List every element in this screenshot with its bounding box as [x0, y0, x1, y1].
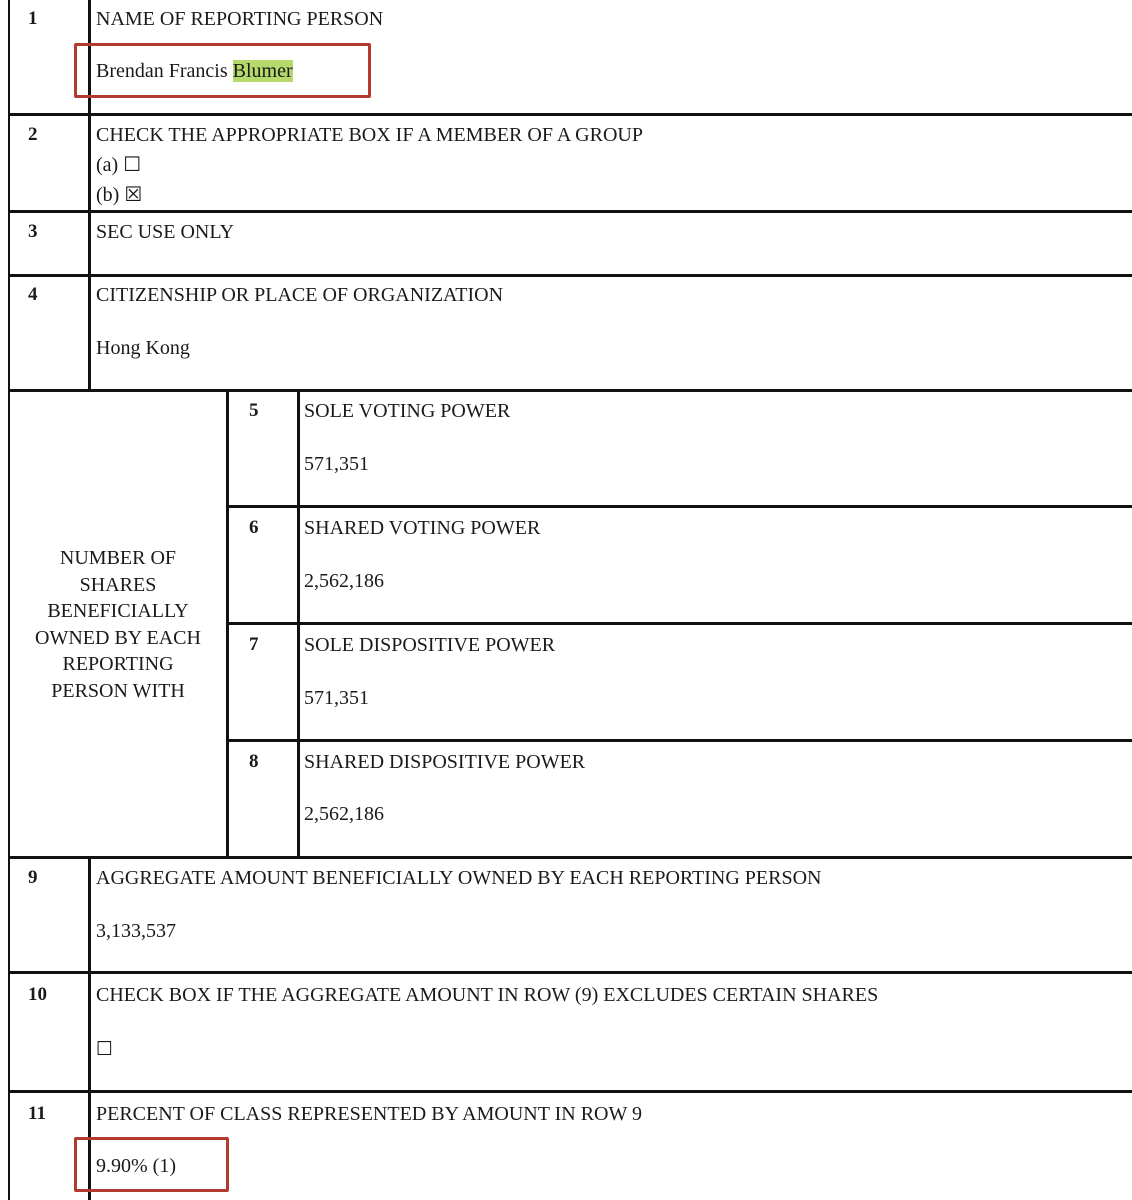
name-callout-box	[74, 43, 371, 98]
row-11-number: 11	[28, 1103, 46, 1124]
row-divider-1	[8, 113, 1132, 116]
shares-header-line-2: SHARES	[79, 573, 157, 596]
row-divider-4	[8, 389, 1132, 392]
row-2-label: CHECK THE APPROPRIATE BOX IF A MEMBER OF A GROUP	[96, 124, 643, 146]
row-divider-6	[228, 622, 1132, 625]
row-9-number: 9	[28, 867, 38, 888]
row-2-number: 2	[28, 124, 38, 145]
row-5-label: SOLE VOTING POWER	[304, 400, 511, 422]
row-9-label: AGGREGATE AMOUNT BENEFICIALLY OWNED BY EACH REPORTING PERSON	[96, 867, 822, 889]
row-10-label: CHECK BOX IF THE AGGREGATE AMOUNT IN ROW (9) EXCLUDES CERTAIN SHARES	[96, 984, 879, 1006]
row-4-label: CITIZENSHIP OR PLACE OF ORGANIZATION	[96, 284, 504, 306]
row-divider-2	[8, 210, 1132, 213]
reporting-person-surname: Blumer	[232, 60, 293, 82]
citizenship-value: Hong Kong	[96, 337, 190, 359]
row-divider-10	[8, 1090, 1132, 1093]
shares-header-line-4: OWNED BY EACH	[35, 626, 201, 649]
shares-header-line-5: REPORTING	[62, 653, 174, 675]
row-divider-3	[8, 274, 1132, 277]
row-5-number: 5	[249, 400, 259, 421]
shared-dispositive-power-value: 2,562,186	[304, 803, 384, 825]
shares-header-line-1: NUMBER OF	[59, 547, 177, 569]
row-divider-8	[8, 856, 1132, 859]
group-option-a[interactable]: (a) ☐	[96, 154, 142, 176]
percent-callout-box	[74, 1137, 229, 1192]
row-divider-9	[8, 971, 1132, 974]
aggregate-amount-value: 3,133,537	[96, 920, 176, 942]
row-divider-5	[228, 505, 1132, 508]
percent-of-class-value: 9.90% (1)	[96, 1155, 176, 1177]
row-3-number: 3	[28, 221, 38, 242]
shares-header-line-6: PERSON WITH	[51, 679, 185, 702]
row-8-label: SHARED DISPOSITIVE POWER	[304, 751, 586, 773]
row-3-label: SEC USE ONLY	[96, 221, 235, 243]
row-divider-7	[228, 739, 1132, 742]
shares-owned-header	[10, 545, 226, 704]
sole-dispositive-power-value: 571,351	[304, 687, 369, 709]
row-7-number: 7	[249, 634, 259, 655]
exclude-shares-checkbox[interactable]: ☐	[96, 1038, 114, 1060]
group-option-b[interactable]: (b) ☒	[96, 184, 143, 206]
shares-header-line-3: BENEFICIALLY	[47, 600, 189, 622]
row-8-number: 8	[249, 751, 259, 772]
row-1-number: 1	[28, 8, 38, 29]
row-4-number: 4	[28, 284, 38, 305]
row-1-label: NAME OF REPORTING PERSON	[96, 8, 384, 30]
row-7-label: SOLE DISPOSITIVE POWER	[304, 634, 556, 656]
shared-voting-power-value: 2,562,186	[304, 570, 384, 592]
row-6-label: SHARED VOTING POWER	[304, 517, 541, 539]
row-6-number: 6	[249, 517, 259, 538]
reporting-person-first-names: Brendan Francis	[96, 60, 228, 82]
row-11-label: PERCENT OF CLASS REPRESENTED BY AMOUNT IN ROW 9	[96, 1103, 642, 1125]
sole-voting-power-value: 571,351	[304, 453, 369, 475]
row-10-number: 10	[28, 984, 47, 1005]
